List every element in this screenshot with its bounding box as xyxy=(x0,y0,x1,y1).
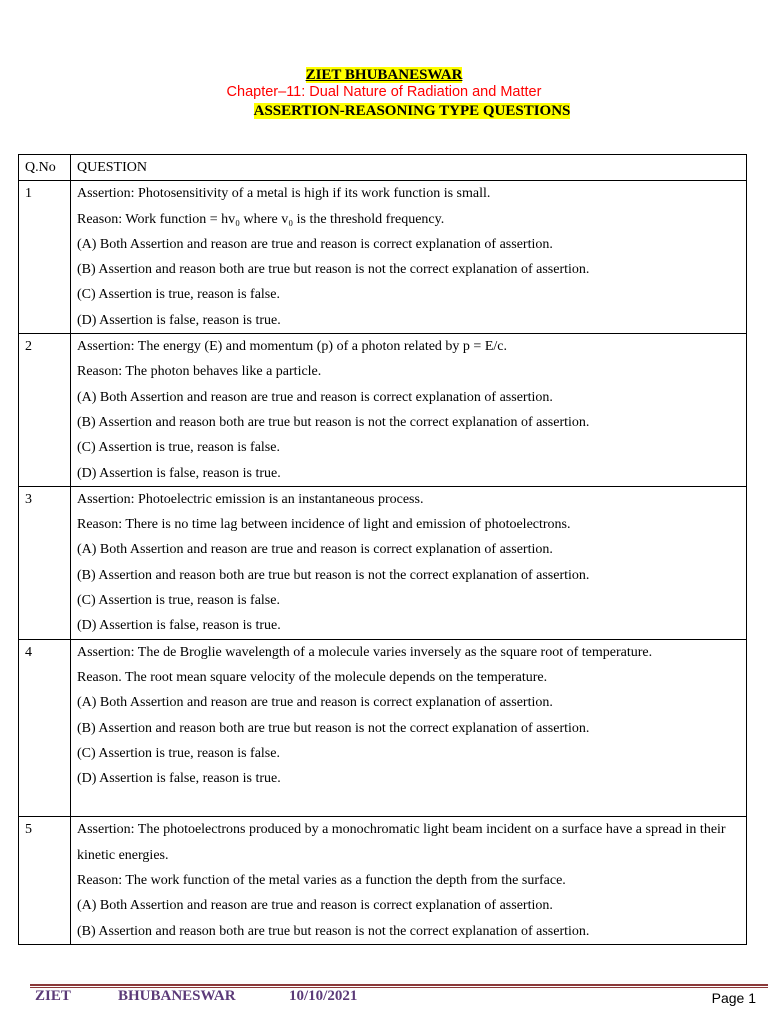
option-c: (C) Assertion is true, reason is false. xyxy=(77,745,280,761)
reason-text: Reason: There is no time lag between incidence of light and emission of photoelectrons. xyxy=(77,517,571,533)
option-b: (B) Assertion and reason both are true but reason is not the correct explanation of assertion. xyxy=(77,720,590,736)
option-a: (A) Both Assertion and reason are true and reason is correct explanation of assertion. xyxy=(77,695,553,711)
assertion-text: Assertion: The de Broglie wavelength of a molecule varies inversely as the square root of temperature. xyxy=(77,644,653,660)
question-cell xyxy=(71,486,747,639)
questions-table xyxy=(18,154,747,945)
option-c: (C) Assertion is true, reason is false. xyxy=(77,287,280,303)
question-number: 3 xyxy=(19,486,71,639)
option-a: (A) Both Assertion and reason are true and reason is correct explanation of assertion. xyxy=(77,236,553,252)
question-cell xyxy=(71,181,747,334)
question-cell xyxy=(71,334,747,487)
option-a: (A) Both Assertion and reason are true and reason is correct explanation of assertion. xyxy=(77,389,553,405)
assertion-text: Assertion: The energy (E) and momentum (p) of a photon related by p = E/c. xyxy=(77,339,507,355)
assertion-text: Assertion: Photoelectric emission is an instantaneous process. xyxy=(77,491,424,507)
question-number: 1 xyxy=(19,181,71,334)
option-d: (D) Assertion is false, reason is true. xyxy=(77,618,281,634)
footer-org: ZIET xyxy=(35,988,71,1004)
footer-date: 10/10/2021 xyxy=(289,988,358,1004)
option-c: (C) Assertion is true, reason is false. xyxy=(77,593,280,609)
option-d: (D) Assertion is false, reason is true. xyxy=(77,465,281,481)
chapter-title: Chapter–11: Dual Nature of Radiation and Matter xyxy=(226,84,542,100)
reason-text: Reason: The work function of the metal varies as a function the depth from the surface. xyxy=(77,873,566,889)
reason-text: Reason: Work function = hv₀ where v₀ is the threshold frequency. xyxy=(77,211,445,227)
org-title xyxy=(0,67,768,84)
option-a: (A) Both Assertion and reason are true and reason is correct explanation of assertion. xyxy=(77,898,553,914)
table-header-row xyxy=(19,155,747,181)
option-a: (A) Both Assertion and reason are true and reason is correct explanation of assertion. xyxy=(77,542,553,558)
col-header-qno: Q.No xyxy=(19,155,71,181)
option-b: (B) Assertion and reason both are true but reason is not the correct explanation of assertion. xyxy=(77,414,590,430)
question-number: 4 xyxy=(19,639,71,817)
section-title-text: ASSERTION-REASONING TYPE QUESTIONS xyxy=(253,103,571,119)
org-title-text: ZIET BHUBANESWAR xyxy=(305,67,463,83)
table-row xyxy=(19,639,747,817)
section-title xyxy=(0,103,768,120)
question-cell xyxy=(71,639,747,817)
question-cell xyxy=(71,817,747,944)
option-b: (B) Assertion and reason both are true but reason is not the correct explanation of assertion. xyxy=(77,262,590,278)
option-b: (B) Assertion and reason both are true but reason is not the correct explanation of assertion. xyxy=(77,567,590,583)
option-d: (D) Assertion is false, reason is true. xyxy=(77,312,281,328)
option-b: (B) Assertion and reason both are true but reason is not the correct explanation of assertion. xyxy=(77,923,590,939)
reason-text: Reason. The root mean square velocity of the molecule depends on the temperature. xyxy=(77,669,548,685)
footer-city: BHUBANESWAR xyxy=(118,988,236,1004)
footer-divider xyxy=(30,984,768,986)
option-c: (C) Assertion is true, reason is false. xyxy=(77,440,280,456)
assertion-text: Assertion: The photoelectrons produced by a monochromatic light beam incident on a surface have a spread in their kinetic energies. xyxy=(77,822,726,863)
page-number: Page 1 xyxy=(711,990,756,1006)
option-d: (D) Assertion is false, reason is true. xyxy=(77,771,281,787)
reason-text: Reason: The photon behaves like a particle. xyxy=(77,364,322,380)
col-header-question: QUESTION xyxy=(71,155,747,181)
table-row xyxy=(19,181,747,334)
blank-line xyxy=(77,791,741,816)
table-row xyxy=(19,486,747,639)
assertion-text: Assertion: Photosensitivity of a metal is high if its work function is small. xyxy=(77,186,491,202)
table-row xyxy=(19,334,747,487)
question-number: 2 xyxy=(19,334,71,487)
table-row xyxy=(19,817,747,944)
question-number: 5 xyxy=(19,817,71,944)
